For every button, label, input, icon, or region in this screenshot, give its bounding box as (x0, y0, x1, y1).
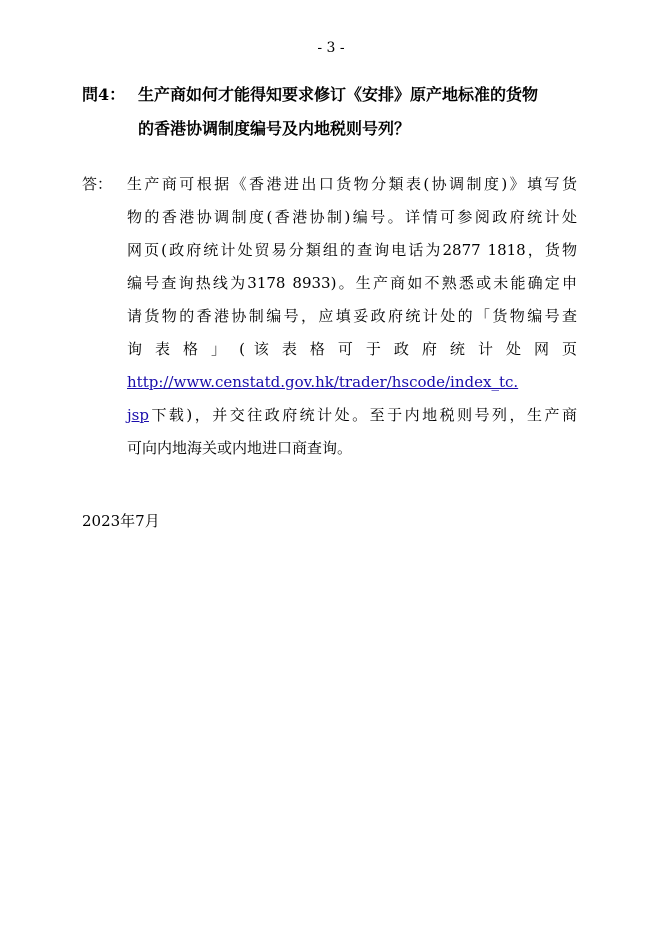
answer-line-8 (127, 399, 577, 432)
hscode-link-part-2[interactable]: jsp (127, 406, 149, 424)
answer-line-6: 询 表 格 」 ( 该 表 格 可 于 政 府 统 计 处 网 页 (127, 340, 577, 358)
question-label: 問4： (82, 85, 126, 104)
question-line-2: 的香港协调制度编号及内地税则号列？ (138, 119, 411, 138)
answer-line-2: 物的香港协调制度(香港协制)编号。详情可参阅政府统计处 (127, 208, 577, 226)
document-date: 2023年7月 (82, 512, 160, 530)
answer-line-3: 网页(政府统计处贸易分類组的查询电话为2877 1818，货物 (127, 241, 577, 259)
answer-line-5: 请货物的香港协制编号，应填妥政府统计处的「货物编号查 (127, 307, 577, 325)
answer-body (127, 168, 577, 465)
answer-line-7 (127, 366, 577, 399)
answer-line-9: 可向内地海关或内地进口商查询。 (127, 439, 353, 457)
answer-line-1: 生产商可根据《香港进出口货物分類表(协调制度)》填写货 (127, 175, 577, 193)
answer-line-4: 编号查询热线为3178 8933)。生产商如不熟悉或未能确定申 (127, 274, 577, 292)
answer-label: 答： (82, 175, 113, 193)
question-line-1: 生产商如何才能得知要求修订《安排》原产地标准的货物 (138, 85, 539, 104)
answer-after-link-text: 下载)，并交往政府统计处。至于内地税则号列，生产商 (148, 406, 577, 424)
page-number: - 3 - (317, 40, 345, 56)
hscode-link-part-1[interactable]: http://www.censtatd.gov.hk/trader/hscode/index_tc. (127, 373, 519, 391)
